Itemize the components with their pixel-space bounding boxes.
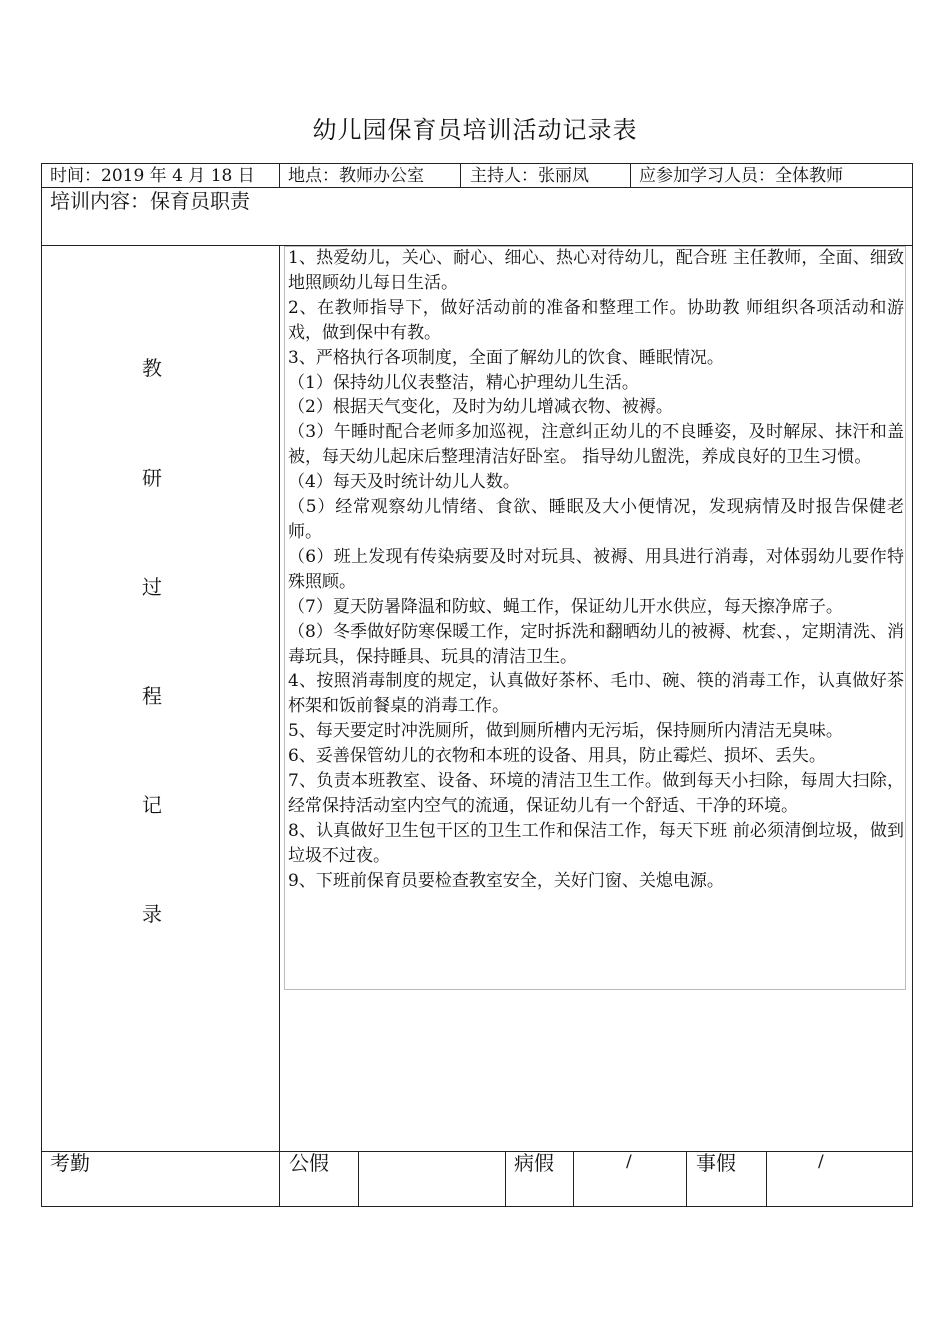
duty-item: （6）班上发现有传染病要及时对玩具、被褥、用具进行消毒，对体弱幼儿要作特殊照顾。 [288,546,904,592]
duty-item: 2、在教师指导下，做好活动前的准备和整理工作。协助教 师组织各项活动和游戏，做到保中有教。 [288,297,904,343]
host-cell: 主持人：张丽凤 [470,166,589,186]
attendance-label: 考勤 [50,1151,90,1175]
col-divider-att-2 [358,1151,359,1207]
duty-item: 7、负责本班教室、设备、环境的清洁卫生工作。做到每天小扫除，每周大扫除，经常保持活动室内空气的流通，保证幼儿有一个舒适、干净的环境。 [288,771,904,816]
personal-leave-label: 事假 [696,1151,736,1175]
col-divider-att-6 [766,1151,767,1207]
col-divider-header-2 [460,163,461,187]
col-divider-att-4 [573,1151,574,1207]
duty-item: 9、下班前保育员要检查教室安全，关好门窗、关熄电源。 [288,870,724,891]
duty-item: （4）每天及时统计幼儿人数。 [288,472,520,493]
sick-leave-label: 病假 [514,1151,554,1175]
duty-item: 3、严格执行各项制度，全面了解幼儿的饮食、睡眠情况。 [288,347,724,368]
duty-item: 4、按照消毒制度的规定，认真做好茶杯、毛巾、碗、筷的消毒工作，认真做好茶杯架和饭前餐桌的消毒工作。 [288,671,904,717]
process-label-char: 记 [142,793,162,817]
personal-leave-value: / [818,1152,824,1172]
process-label-char: 程 [142,684,162,708]
process-label-char: 录 [142,902,162,926]
col-divider-process [279,245,280,1151]
duty-item: （7）夏天防暑降温和防蚊、蝇工作，保证幼儿开水供应，每天擦净席子。 [288,596,843,617]
col-divider-att-3 [505,1151,506,1207]
duty-item: （8）冬季做好防寒保暖工作，定时拆洗和翻晒幼儿的被褥、枕套、，定期清洗、消毒玩具，保持睡具、玩具的清洁卫生。 [288,621,904,667]
sick-leave-value: / [626,1152,632,1172]
official-leave-label: 公假 [289,1151,329,1175]
col-divider-header-1 [279,163,280,187]
col-divider-header-3 [630,163,631,187]
document-title: 幼儿园保育员培训活动记录表 [312,116,638,144]
topic-cell: 培训内容：保育员职责 [50,189,250,213]
duty-item: （3）午睡时配合老师多加巡视，注意纠正幼儿的不良睡姿，及时解尿、抹汗和盖被，每天幼儿起床后整理清洁好卧室。 指导幼儿盥洗，养成良好的卫生习惯。 [288,422,904,468]
col-divider-att-1 [279,1151,280,1207]
location-cell: 地点：教师办公室 [288,166,424,186]
process-label-char: 过 [142,575,162,599]
process-label-char: 研 [142,466,162,490]
participants-cell: 应参加学习人员：全体教师 [639,166,843,186]
duty-item: （5）经常观察幼儿情绪、食欲、睡眠及大小便情况，发现病情及时报告保健老师。 [288,497,904,542]
col-divider-att-5 [686,1151,687,1207]
process-label-char: 教 [142,356,162,380]
time-cell: 时间：2019 年 4 月 18 日 [50,166,255,186]
duties-content [288,246,904,894]
duty-item: （1）保持幼儿仪表整洁，精心护理幼儿生活。 [288,372,639,393]
duty-item: 1、热爱幼儿，关心、耐心、细心、热心对待幼儿，配合班 主任教师，全面、细致地照顾幼儿每日生活。 [288,248,904,293]
row-divider-attendance [41,1151,913,1152]
duty-item: （2）根据天气变化，及时为幼儿增减衣物、被褥。 [288,397,673,418]
duty-item: 8、认真做好卫生包干区的卫生工作和保洁工作，每天下班 前必须清倒垃圾，做到垃圾不过夜。 [288,820,904,866]
duty-item: 6、妥善保管幼儿的衣物和本班的设备、用具，防止霉烂、损坏、丢失。 [288,746,826,767]
duty-item: 5、每天要定时冲洗厕所，做到厕所槽内无污垢，保持厕所内清洁无臭味。 [288,721,843,742]
